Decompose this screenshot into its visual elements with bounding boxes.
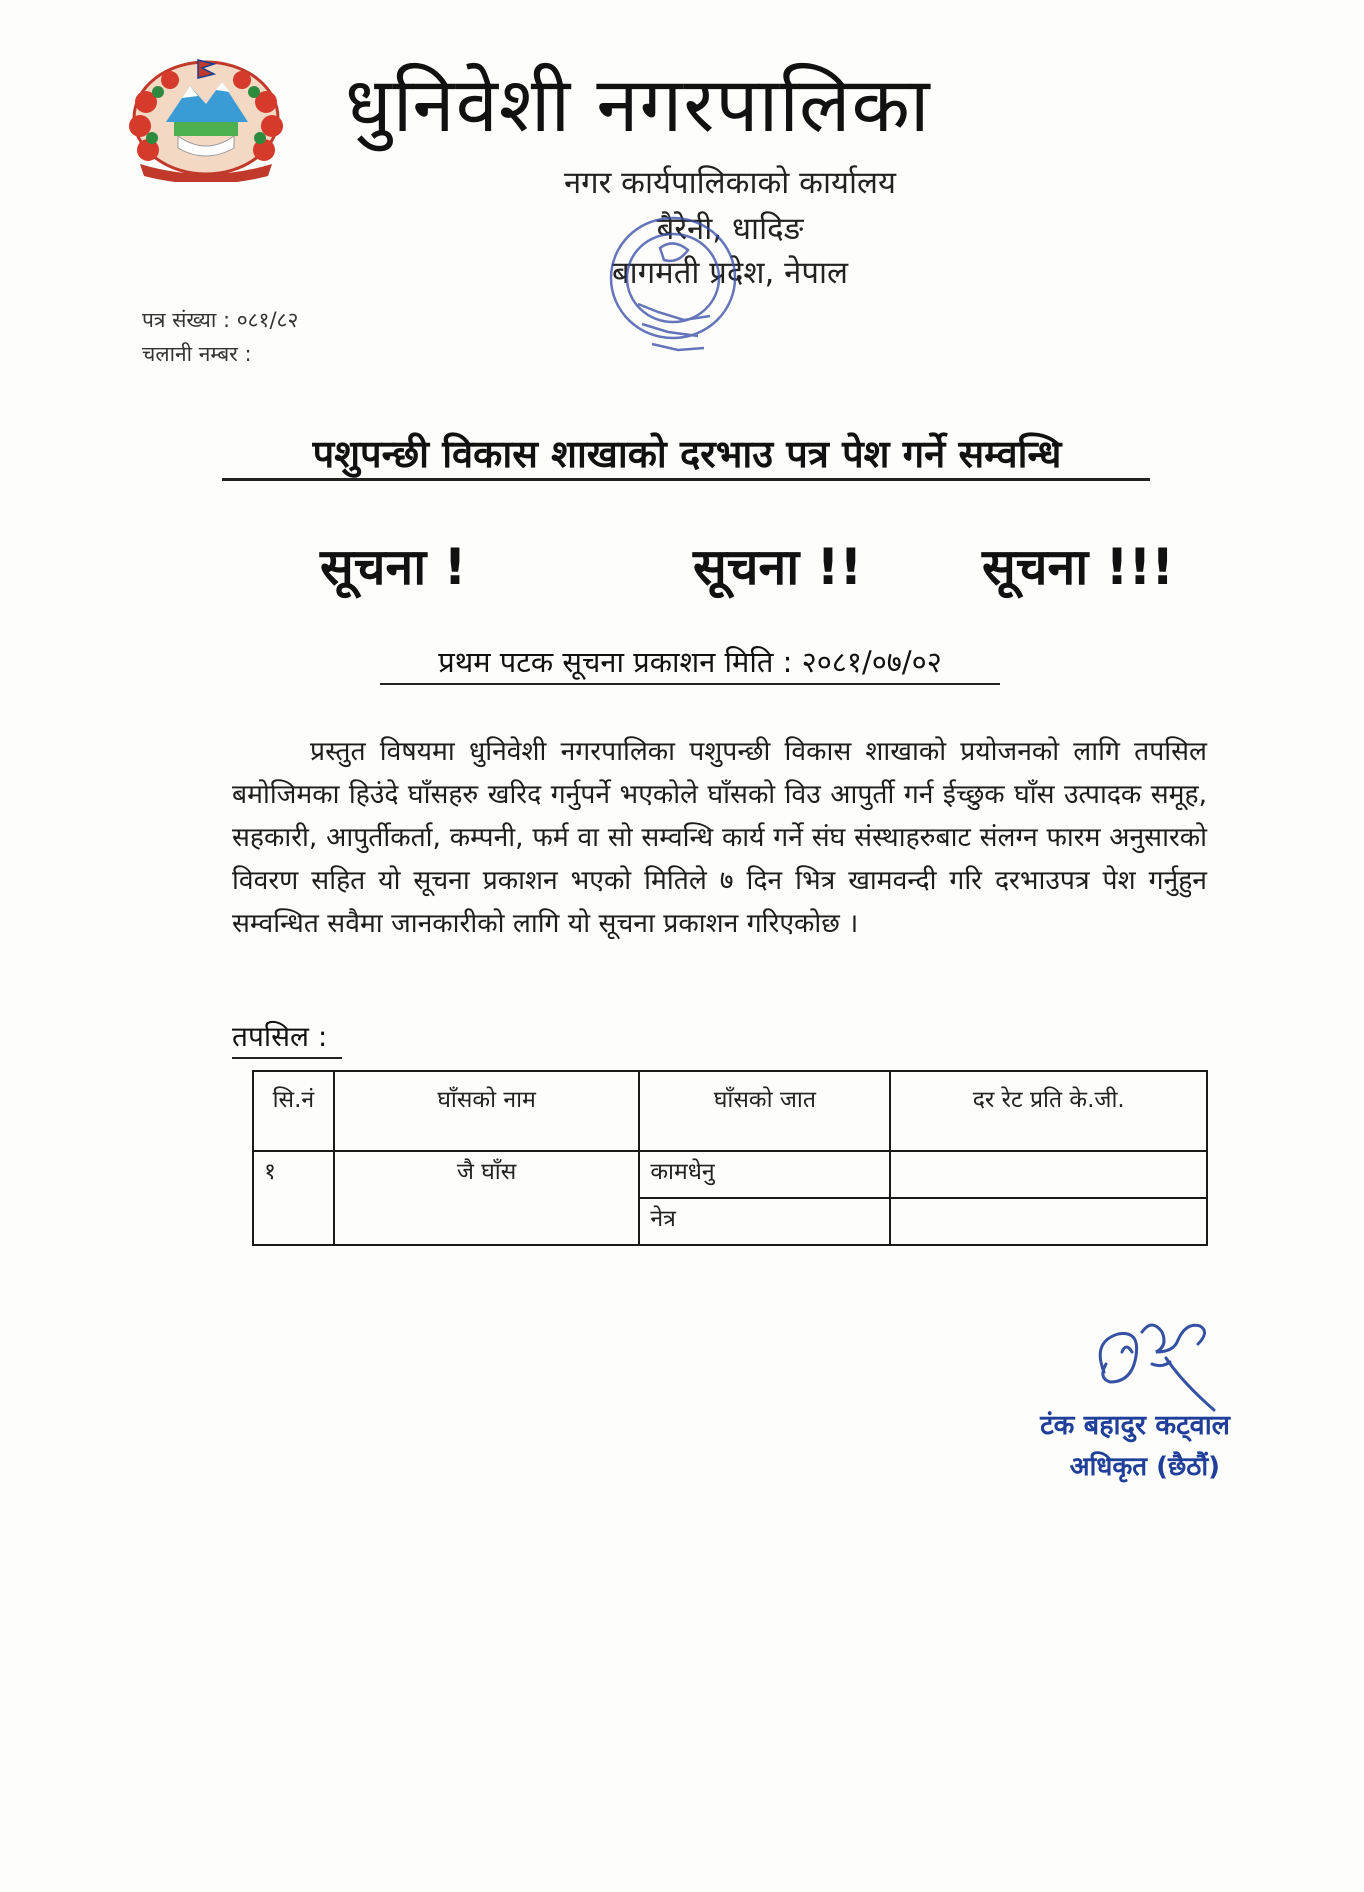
header-grass-name: घाँसको नाम xyxy=(334,1071,640,1151)
notice-subject: पशुपन्छी विकास शाखाको दरभाउ पत्र पेश गर्ने सम्वन्धि xyxy=(312,432,1062,476)
cell-variety: कामधेनु xyxy=(639,1151,890,1198)
notice-heading-1: सूचना ! xyxy=(320,538,467,596)
subject-underline xyxy=(222,478,1150,481)
signatory-name: टंक बहादुर कट्वाल xyxy=(1040,1410,1230,1441)
notice-heading-2: सूचना !! xyxy=(693,538,863,596)
government-emblem-icon xyxy=(118,52,294,182)
schedule-label: तपसिल : xyxy=(232,1020,328,1053)
publication-date-underline xyxy=(380,683,1000,685)
cell-rate xyxy=(890,1198,1207,1245)
signatory-designation: अधिकृत (छैठौं) xyxy=(1069,1452,1220,1482)
municipality-name: धुनिवेशी नगरपालिका xyxy=(345,60,931,149)
letter-number: पत्र संख्या : ०८१/८२ xyxy=(142,308,299,332)
table-header-row xyxy=(253,1071,1207,1151)
office-address: बैरेनी, धादिङ xyxy=(656,211,804,247)
notice-heading-3: सूचना !!! xyxy=(982,538,1175,596)
cell-rate xyxy=(890,1151,1207,1198)
cell-serial: १ xyxy=(253,1151,334,1245)
signature-icon xyxy=(1082,1312,1232,1422)
office-stamp-icon xyxy=(598,208,748,370)
dispatch-number: चलानी नम्बर : xyxy=(142,342,252,366)
cell-variety: नेत्र xyxy=(639,1198,890,1245)
publication-date: प्रथम पटक सूचना प्रकाशन मिति : २०८१/०७/०२ xyxy=(438,645,942,679)
schedule-label-underline xyxy=(232,1057,342,1059)
office-name: नगर कार्यपालिकाको कार्यालय xyxy=(563,165,897,201)
header-rate-per-kg: दर रेट प्रति के.जी. xyxy=(890,1071,1207,1151)
office-province: बागमती प्रदेश, नेपाल xyxy=(611,255,849,291)
table-row xyxy=(253,1151,1207,1198)
header-grass-variety: घाँसको जात xyxy=(639,1071,890,1151)
grass-table xyxy=(252,1070,1208,1246)
cell-grass-name: जै घाँस xyxy=(334,1151,640,1245)
header-serial: सि.नं xyxy=(253,1071,334,1151)
notice-body: प्रस्तुत विषयमा धुनिवेशी नगरपालिका पशुपन्छी विकास शाखाको प्रयोजनको लागि तपसिल बमोजिमका हिउंदे घाँसहरु खरिद गर्नुपर्ने भएकोले घाँसको विउ आपुर्ती गर्न ईच्छुक घाँस उत्पादक समूह, सहकारी, आपुर्तीकर्ता, कम्पनी, फर्म वा सो सम्वन्धि कार्य गर्ने संघ संस्थाहरुबाट संलग्न फारम अनुसारको विवरण सहित यो सूचना प्रकाशन भएको मितिले ७ दिन भित्र खामवन्दी गरि दरभाउपत्र पेश गर्नुहुन सम्वन्धित सवैमा जानकारीको लागि यो सूचना प्रकाशन गरिएकोछ । xyxy=(232,736,1207,939)
